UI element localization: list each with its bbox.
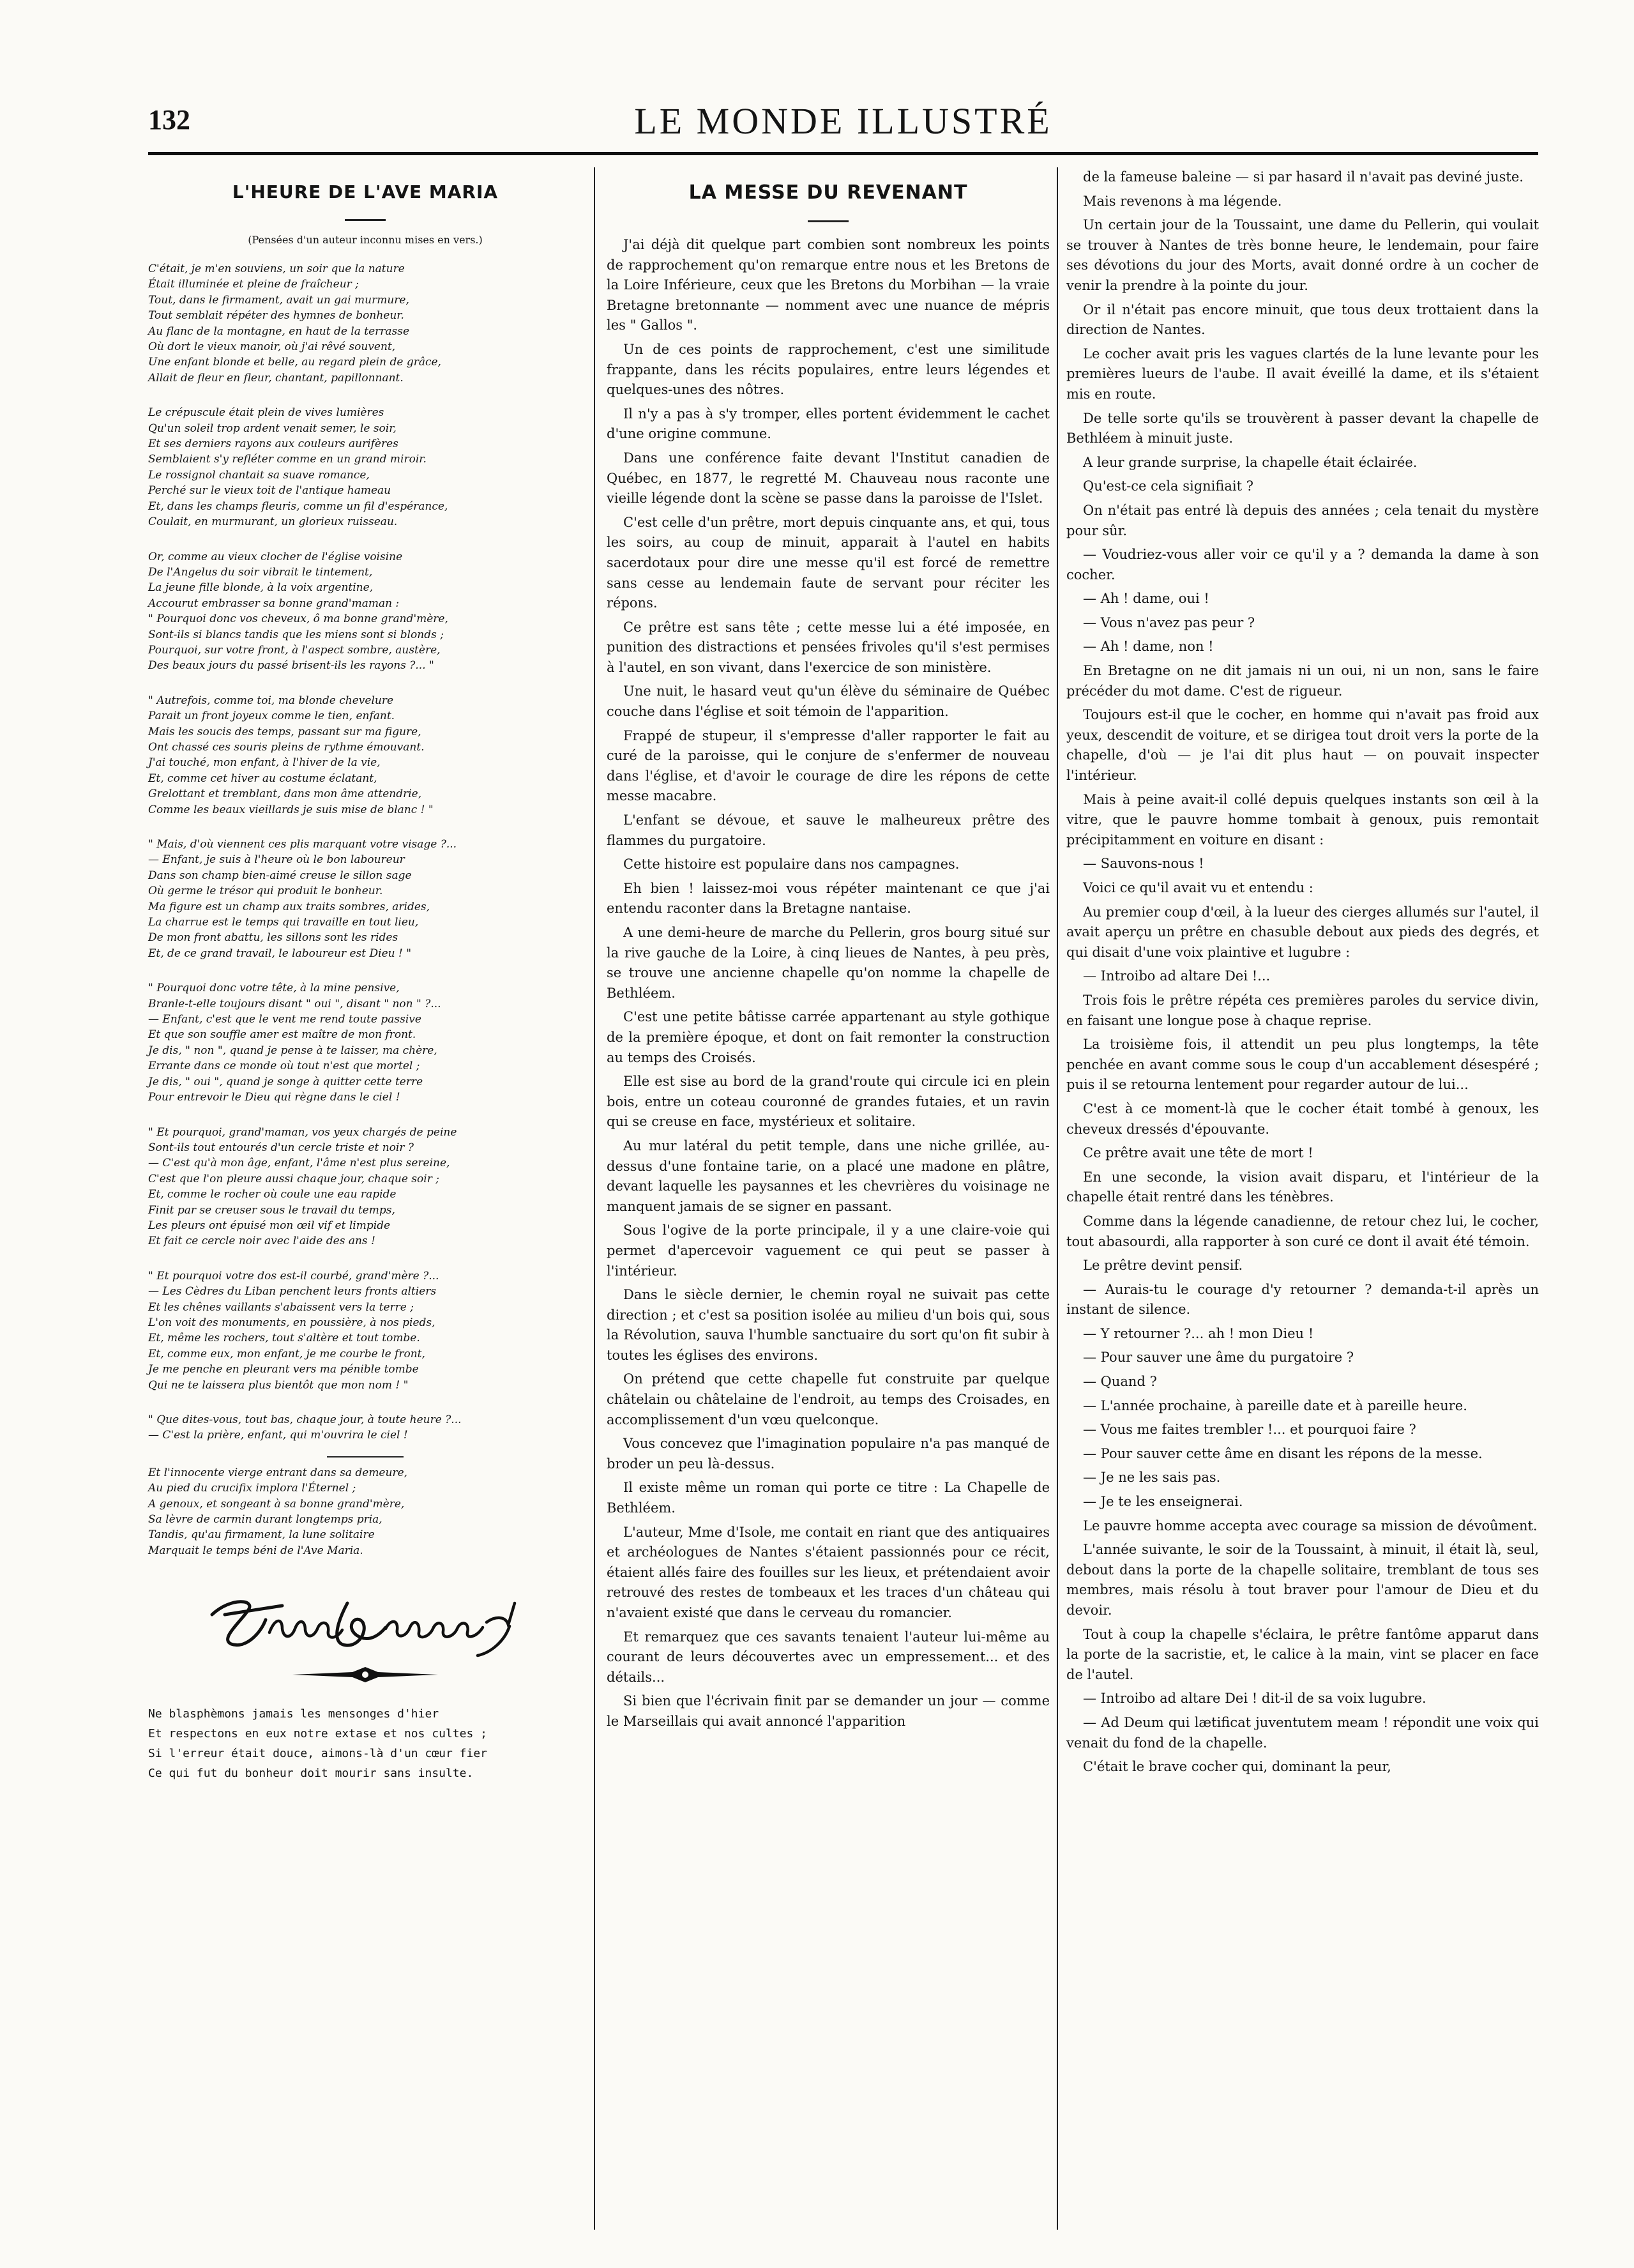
poem-line: Et les chênes vaillants s'abaissent vers la terre ; [148, 1300, 414, 1314]
poem-line: " Pourquoi donc votre tête, à la mine pensive, [148, 982, 400, 995]
poem-line: " Autrefois, comme toi, ma blonde chevelure [148, 694, 394, 707]
poem-line: Pourquoi, sur votre front, à l'aspect sombre, austère, [148, 643, 441, 657]
poem-line: Et, même les rochers, tout s'altère et tout tombe. [148, 1332, 420, 1345]
verse-line: Si l'erreur était douce, aimons-là d'un cœur fier [148, 1747, 488, 1761]
poem-line: De mon front abattu, les sillons sont les rides [148, 931, 398, 945]
poem-line: Marquait le temps béni de l'Ave Maria. [148, 1544, 363, 1557]
column-divider [594, 167, 595, 2230]
paragraph: L'enfant se dévoue, et sauve le malheureux prêtre des flammes du purgatoire. [607, 812, 1050, 848]
poem-line: Et l'innocente vierge entrant dans sa demeure, [148, 1466, 408, 1479]
paragraph: — Ah ! dame, non ! [1083, 639, 1214, 655]
poem-line: Et, comme eux, mon enfant, je me courbe le front, [148, 1347, 425, 1360]
poem-line: Branle-t-elle toujours disant " oui ", disant " non " ?... [148, 997, 441, 1010]
poem-line: Accourut embrasser sa bonne grand'maman : [148, 597, 400, 610]
poem-line: A genoux, et songeant à sa bonne grand'mère, [148, 1497, 405, 1511]
poem-column [148, 167, 582, 2230]
paragraph: Un certain jour de la Toussaint, une dame du Pellerin, qui voulait se trouver à Nantes de très bonne heure, le lendemain, pour faire ses dévotions du jour des Morts, avait donné ordre à un cocher de venir la prendre à la pointe du jour. [1066, 217, 1539, 293]
paragraph: Vous concevez que l'imagination populaire n'a pas manqué de broder un peu là-dessus. [607, 1436, 1050, 1472]
poem-line: La charrue est le temps qui travaille en tout lieu, [148, 916, 419, 929]
poem-line: Allait de fleur en fleur, chantant, papillonnant. [148, 371, 404, 384]
poem-line: Et, de ce grand travail, le laboureur est Dieu ! " [148, 947, 412, 960]
paragraph: — Ad Deum qui lætificat juventutem meam ! répondit une voix qui venait du fond de la chapelle. [1066, 1714, 1539, 1751]
poem-line: Qui ne te laissera plus bientôt que mon nom ! " [148, 1378, 409, 1392]
paragraph: Et remarquez que ces savants tenaient l'auteur lui-même au courant de leurs découvertes avec un empressement... et des détails... [607, 1629, 1050, 1685]
paragraph: — Y retourner ?... ah ! mon Dieu ! [1083, 1325, 1314, 1341]
paragraph: C'est à ce moment-là que le cocher était tombé à genoux, les cheveux dressés d'épouvante. [1066, 1100, 1539, 1137]
poem-line: Où dort le vieux manoir, où j'ai rêvé souvent, [148, 340, 396, 354]
paragraph: Le pauvre homme accepta avec courage sa mission de dévoûment. [1083, 1518, 1538, 1534]
poem-line: Le crépuscule était plein de vives lumières [148, 406, 384, 420]
masthead [148, 95, 1538, 155]
paragraph: Toujours est-il que le cocher, en homme qui n'avait pas froid aux yeux, descendit de voiture, et se dirigea tout droit vers la porte de la chapelle, d'où — je l'ai dit plus haut — on pouvait inspecter l'intérieur. [1066, 707, 1539, 784]
poem-line: Sont-ils si blancs tandis que les miens sont si blonds ; [148, 628, 444, 641]
poem-line: De l'Angelus du soir vibrait le tintement, [148, 565, 373, 579]
poem-line: Sa lèvre de carmin durant longtemps pria, [148, 1513, 382, 1526]
paragraph: Comme dans la légende canadienne, de retour chez lui, le cocher, tout abasourdi, alla rapporter à son curé ce dont il avait été témoin. [1066, 1213, 1539, 1249]
poem-line: Errante dans ce monde où tout n'est que mortel ; [148, 1060, 420, 1073]
stanza [148, 693, 582, 818]
paragraph: Un de ces points de rapprochement, c'est une similitude frappante, dans les récits populaires, entre leurs légendes et quelques-unes des nôtres. [607, 341, 1050, 398]
poem-line: " Et pourquoi votre dos est-il courbé, grand'mère ?... [148, 1269, 439, 1282]
paragraph: Ce prêtre avait une tête de mort ! [1083, 1145, 1313, 1161]
handwritten-signature [186, 1578, 544, 1661]
poem-line: Je dis, " oui ", quand je songe à quitter cette terre [148, 1075, 423, 1088]
article-column [607, 167, 1050, 2230]
poem-line: Et fait ce cercle noir avec l'aide des ans ! [148, 1235, 375, 1248]
paragraph: Il existe même un roman qui porte ce titre : La Chapelle de Bethléem. [607, 1480, 1050, 1516]
verse-line: Ne blasphèmons jamais les mensonges d'hier [148, 1707, 439, 1721]
paragraph: L'année suivante, le soir de la Toussaint, à minuit, il était là, seul, debout dans la porte de la chapelle solitaire, tremblant de tous ses membres, mais résolu à tout braver pour l'amour de Dieu et du devoir. [1066, 1542, 1539, 1618]
poem-line: " Pourquoi donc vos cheveux, ô ma bonne grand'mère, [148, 613, 448, 626]
poem-line: — C'est qu'à mon âge, enfant, l'âme n'est plus sereine, [148, 1157, 450, 1170]
paragraph: Or il n'était pas encore minuit, que tous deux trottaient dans la direction de Nantes. [1066, 301, 1539, 338]
poem-line: Au pied du crucifix implora l'Éternel ; [148, 1482, 356, 1495]
poem-line: Grelottant et tremblant, dans mon âme attendrie, [148, 788, 422, 801]
poem-line: Coulait, en murmurant, un glorieux ruisseau. [148, 515, 398, 529]
poem-line: Pour entrevoir le Dieu qui règne dans le ciel ! [148, 1091, 400, 1104]
poem-line: Le rossignol chantait sa suave romance, [148, 468, 370, 482]
poem-line: Dans son champ bien-aimé creuse le sillon sage [148, 869, 412, 882]
poem-body [148, 261, 582, 1558]
paragraph: Au mur latéral du petit temple, dans une niche grillée, au-dessus d'une fontaine tarie, on a placé une madone en plâtre, devant laquelle les paysannes et les chevrières du voisinage ne manquent jamais de se signer en passant. [607, 1138, 1050, 1214]
paragraph: On prétend que cette chapelle fut construite par quelque châtelain ou châtelaine de l'endroit, au temps des Croisades, en accomplissement d'un vœu quelconque. [607, 1371, 1050, 1427]
verse-line: Et respectons en eux notre extase et nos cultes ; [148, 1727, 488, 1741]
paragraph: De telle sorte qu'ils se trouvèrent à passer devant la chapelle de Bethléem à minuit juste. [1066, 410, 1539, 446]
paragraph: Elle est sise au bord de la grand'route qui circule ici en plein bois, entre un coteau couronné de grandes futaies, et un ravin qui se creuse en face, mystérieux et solitaire. [607, 1074, 1050, 1130]
paragraph: Tout à coup la chapelle s'éclaira, le prêtre fantôme apparut dans la porte de la sacristie, et, le calice à la main, vint se placer en face de l'autel. [1066, 1626, 1539, 1682]
poem-line: C'était, je m'en souviens, un soir que la nature [148, 263, 405, 275]
poem-line: Semblaient s'y refléter comme en un grand miroir. [148, 453, 427, 466]
paragraph: En Bretagne on ne dit jamais ni un oui, ni un non, sans le faire précéder du mot dame. C'est de rigueur. [1066, 663, 1539, 699]
paragraph: Mais revenons à ma légende. [1083, 193, 1282, 209]
publication-title: LE MONDE ILLUSTRÉ [634, 100, 1052, 142]
paragraph: Dans une conférence faite devant l'Institut canadien de Québec, en 1877, le regretté M. Chauveau nous raconte une vieille légende dont la scène se passe dans la paroisse de l'Islet. [607, 450, 1050, 506]
poem-subtitle: (Pensées d'un auteur inconnu mises en vers.) [248, 234, 483, 246]
poem-line: Tout semblait répéter des hymnes de bonheur. [148, 309, 404, 323]
poem-line: L'on voit des monuments, en poussière, à nos pieds, [148, 1316, 435, 1329]
paragraph: Ce prêtre est sans tête ; cette messe lui a été imposée, en punition des distractions et pensées frivoles qu'il s'est permises à l'autel, en son vivant, dans l'exercice de son ministère. [607, 619, 1050, 675]
poem-line: Les pleurs ont épuisé mon œil vif et limpide [148, 1219, 391, 1232]
paragraph: La troisième fois, il attendit un peu plus longtemps, la tête penchée en avant comme sous le coup d'un accablement désespéré ; puis il se retourna lentement pour regarder autour de lui... [1066, 1037, 1539, 1093]
poem-line: Mais les soucis des temps, passant sur ma figure, [148, 725, 421, 738]
paragraph: Dans le siècle dernier, le chemin royal ne suivait pas cette direction ; et c'est sa position isolée au milieu d'un bois qui, sous la Révolution, sauva l'humble sanctuaire du sort qu'on fit subir à toutes les églises des environs. [607, 1287, 1050, 1363]
poem-line: Et, comme cet hiver au costume éclatant, [148, 772, 377, 785]
page-number: 132 [148, 104, 190, 135]
stanza [148, 1412, 582, 1443]
poem-line: Tandis, qu'au firmament, la lune solitaire [148, 1528, 375, 1542]
poem-line: Comme les beaux vieillards je suis mise de blanc ! " [148, 803, 434, 816]
poem-line: " Que dites-vous, tout bas, chaque jour, à toute heure ?... [148, 1413, 462, 1426]
paragraph: — Introibo ad altare Dei ! dit-il de sa voix lugubre. [1083, 1691, 1426, 1707]
poem-line: Je me penche en pleurant vers ma pénible tombe [148, 1363, 419, 1376]
paragraph: — Aurais-tu le courage d'y retourner ? demanda-t-il après un instant de silence. [1066, 1281, 1539, 1318]
poem-line: — Les Cèdres du Liban penchent leurs fronts altiers [148, 1285, 437, 1298]
paragraph: — Vous me faites trembler !... et pourquoi faire ? [1083, 1422, 1416, 1438]
paragraph: — Voudriez-vous aller voir ce qu'il y a ? demanda la dame à son cocher. [1066, 547, 1539, 582]
paragraph: — Pour sauver une âme du purgatoire ? [1083, 1350, 1354, 1366]
paragraph: — Je te les enseignerai. [1083, 1494, 1243, 1510]
poem-line: " Mais, d'où viennent ces plis marquant votre visage ?... [148, 838, 457, 851]
poem-title: L'HEURE DE L'AVE MARIA [232, 181, 499, 202]
stanza [148, 1125, 582, 1249]
article-body-continued [1066, 167, 1539, 1777]
stanza [148, 549, 582, 674]
poem-line: La jeune fille blonde, à la voix argentine, [148, 581, 374, 595]
poem-line: — C'est la prière, enfant, qui m'ouvrira le ciel ! [148, 1429, 408, 1442]
poem-line: Tout, dans le firmament, avait un gai murmure, [148, 293, 409, 307]
title-rule [808, 220, 849, 222]
poem-line: Était illuminée et pleine de fraîcheur ; [148, 278, 359, 291]
paragraph: Mais à peine avait-il collé depuis quelques instants son œil à la vitre, que le pauvre homme tombait à genoux, puis remontait précipitamment en voiture en disant : [1066, 791, 1539, 848]
paragraph: A leur grande surprise, la chapelle était éclairée. [1083, 454, 1418, 470]
paragraph: Si bien que l'écrivain finit par se demander un jour — comme le Marseillais qui avait annoncé l'apparition [607, 1693, 1050, 1729]
poem-line: Au flanc de la montagne, en haut de la terrasse [148, 324, 410, 338]
paragraph: C'est celle d'un prêtre, mort depuis cinquante ans, et qui, tous les soirs, au coup de minuit, apparait à l'autel en habits sacerdotaux pour dire une messe qu'il est forcé de remettre sans cesse au lendemain faute de servant pour réciter les répons. [607, 514, 1050, 611]
paragraph: A une demi-heure de marche du Pellerin, gros bourg situé sur la rive gauche de la Loire, à cinq lieues de Nantes, à peu près, se trouve une ancienne chapelle qu'on nomme la chapelle de Bethléem. [607, 925, 1050, 1001]
paragraph: Eh bien ! laissez-moi vous répéter maintenant ce que j'ai entendu raconter dans la Bretagne nantaise. [607, 880, 1050, 917]
paragraph: — Vous n'avez pas peur ? [1083, 614, 1255, 630]
poem-line: Et que son souffle amer est maître de mon front. [148, 1028, 416, 1042]
stanza [148, 261, 582, 386]
paragraph: — Introibo ad altare Dei !... [1083, 968, 1271, 984]
paragraph: C'était le brave cocher qui, dominant la peur, [1083, 1759, 1391, 1775]
stanza [148, 1268, 582, 1393]
paragraph: — Pour sauver cette âme en disant les répons de la messe. [1083, 1445, 1483, 1461]
poem-line: Ont chassé ces souris pleins de rythme émouvant. [148, 740, 425, 754]
article-title: LA MESSE DU REVENANT [688, 181, 968, 204]
paragraph: — Ah ! dame, oui ! [1083, 591, 1209, 607]
poem-line: Or, comme au vieux clocher de l'église voisine [148, 550, 403, 563]
paragraph: de la fameuse baleine — si par hasard il n'avait pas deviné juste. [1083, 169, 1524, 185]
paragraph: C'est une petite bâtisse carrée appartenant au style gothique de la première époque, et dont on fait remonter la construction au temps des Croisés. [607, 1009, 1050, 1065]
stanza [148, 980, 582, 1105]
poem-line: J'ai touché, mon enfant, à l'hiver de la vie, [148, 756, 381, 770]
article-continued-column [1066, 167, 1539, 2230]
poem-line: Perché sur le vieux toit de l'antique hameau [148, 484, 391, 498]
paragraph: Qu'est-ce cela signifiait ? [1083, 478, 1254, 494]
paragraph: Voici ce qu'il avait vu et entendu : [1083, 880, 1313, 895]
poem-line: — Enfant, c'est que le vent me rend toute passive [148, 1013, 421, 1026]
paragraph: Sous l'ogive de la porte principale, il y a une claire-voie qui permet d'apercevoir vaguement ce qui peut se passer à l'intérieur. [607, 1222, 1050, 1279]
poem-line: — Enfant, je suis à l'heure où le bon laboureur [148, 853, 405, 867]
paragraph: Trois fois le prêtre répéta ces premières paroles du service divin, en faisant une longue pose à chaque reprise. [1066, 992, 1539, 1028]
stanza [148, 837, 582, 961]
paragraph: — Sauvons-nous ! [1083, 856, 1204, 872]
closing-verse [148, 1704, 582, 1783]
title-rule [345, 219, 386, 221]
ornament-divider [289, 1666, 442, 1684]
paragraph: Au premier coup d'œil, à la lueur des cierges allumés sur l'autel, il avait aperçu un prêtre en chasuble debout aux pieds des degrés, et qui disait d'une voix plaintive et lugubre : [1066, 904, 1539, 960]
stanza-separator [327, 1456, 404, 1457]
poem-line: Et ses derniers rayons aux couleurs aurifères [148, 438, 398, 451]
paragraph: En une seconde, la vision avait disparu, et l'intérieur de la chapelle était rentré dans les ténèbres. [1066, 1169, 1539, 1205]
column-divider [1057, 167, 1058, 2230]
poem-line: " Et pourquoi, grand'maman, vos yeux chargés de peine [148, 1125, 457, 1139]
poem-line: Qu'un soleil trop ardent venait semer, le soir, [148, 422, 397, 435]
paragraph: L'auteur, Mme d'Isole, me contait en riant que des antiquaires et archéologues de Nantes s'étaient passionnés pour ce récit, étaient allés faire des fouilles sur les lieux, et prétendaient avoir retrouvé des restes de tombeaux et les traces d'un château qui n'avaient existé que dans le cerveau du romancier. [607, 1524, 1050, 1620]
stanza [148, 1465, 582, 1558]
paragraph: — Je ne les sais pas. [1083, 1470, 1221, 1486]
paragraph: Une nuit, le hasard veut qu'un élève du séminaire de Québec couche dans l'église et soit témoin de l'apparition. [607, 683, 1050, 720]
poem-line: Où germe le trésor qui produit le bonheur. [148, 885, 383, 898]
poem-line: Des beaux jours du passé brisent-ils les rayons ?... " [148, 659, 434, 673]
paragraph: — L'année prochaine, à pareille date et à pareille heure. [1083, 1397, 1467, 1413]
paragraph: J'ai déjà dit quelque part combien sont nombreux les points de rapprochement qu'on remarque entre nous et les Bretons de la Loire Inférieure, ceux que les Bretons du Morbihan — la vraie Bretagne bretonnante — nomment avec une nuance de mépris les " Gallos ". [607, 237, 1050, 333]
paragraph: Le prêtre devint pensif. [1083, 1258, 1243, 1274]
poem-line: Parait un front joyeux comme le tien, enfant. [148, 710, 395, 723]
poem-line: Et, dans les champs fleuris, comme un fil d'espérance, [148, 499, 448, 513]
verse-line: Ce qui fut du bonheur doit mourir sans insulte. [148, 1767, 474, 1781]
stanza [148, 405, 582, 529]
paragraph: Le cocher avait pris les vagues clartés de la lune levante pour les premières lueurs de l'aube. Il avait éveillé la dame, et ils s'étaient mis en route. [1066, 346, 1539, 402]
poem-line: Ma figure est un champ aux traits sombres, arides, [148, 900, 430, 913]
paragraph: — Quand ? [1083, 1374, 1157, 1390]
article-body [607, 235, 1050, 1732]
poem-line: Finit par se creuser sous le travail du temps, [148, 1203, 395, 1217]
paragraph: Il n'y a pas à s'y tromper, elles portent évidemment le cachet d'une origine commune. [607, 406, 1050, 442]
poem-line: Et, comme le rocher où coule une eau rapide [148, 1188, 397, 1201]
poem-line: Sont-ils tout entourés d'un cercle triste et noir ? [148, 1141, 414, 1154]
paragraph: On n'était pas entré là depuis des années ; cela tenait du mystère pour sûr. [1066, 502, 1539, 538]
paragraph: Cette histoire est populaire dans nos campagnes. [623, 856, 960, 872]
poem-line: C'est que l'on pleure aussi chaque jour, chaque soir ; [148, 1172, 439, 1185]
poem-line: Je dis, " non ", quand je pense à te laisser, ma chère, [148, 1044, 437, 1057]
poem-line: Une enfant blonde et belle, au regard plein de grâce, [148, 356, 441, 369]
paragraph: Frappé de stupeur, il s'empresse d'aller rapporter le fait au curé de la paroisse, qui le conjure de s'enfermer de nouveau dans l'église, et d'avoir le courage de dire les répons de cette messe macabre. [607, 727, 1050, 804]
